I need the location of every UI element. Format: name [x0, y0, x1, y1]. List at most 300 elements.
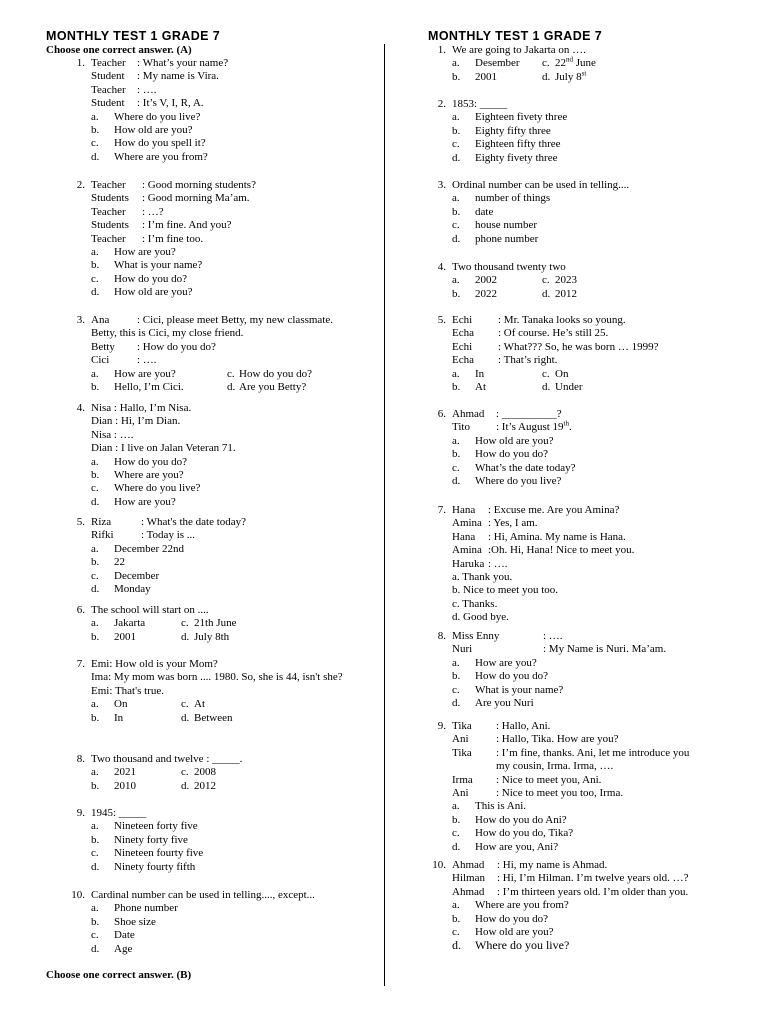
right-question-9 — [437, 720, 690, 854]
option-letter: c. — [91, 569, 99, 582]
option-text: Monday — [114, 582, 151, 595]
option-text: Where do you live? — [114, 482, 201, 495]
option-a[interactable] — [91, 902, 315, 915]
option-a[interactable]: a. — [91, 766, 99, 779]
option-a[interactable] — [91, 820, 198, 833]
left-question-5 — [76, 516, 247, 596]
left-question-9 — [76, 807, 204, 874]
option-d[interactable] — [91, 860, 196, 874]
dialog-text: : It’s V, I, R, A. — [137, 97, 204, 110]
option-letter: d. — [452, 938, 461, 953]
question-number: 1. — [437, 44, 446, 56]
left-question-3 — [76, 314, 334, 394]
dialog-text: : …. — [543, 630, 563, 642]
option-text: Where are you? — [114, 468, 184, 481]
option-c[interactable]: c. — [181, 617, 189, 630]
speaker: Ahmad — [452, 885, 485, 898]
option-d[interactable] — [452, 151, 558, 165]
speaker: Amina — [452, 544, 482, 557]
option-c[interactable] — [91, 482, 236, 495]
option-text: July 8th — [194, 630, 230, 643]
option-text: How are you, Ani? — [475, 840, 559, 853]
option-c[interactable]: c. — [227, 367, 235, 380]
option-b[interactable] — [91, 469, 236, 482]
option-a[interactable] — [91, 111, 228, 124]
speaker: Haruka — [452, 557, 485, 570]
option-c[interactable]: c. Thanks. — [452, 597, 498, 610]
speaker: Student — [91, 97, 125, 110]
option-text: Where are you from? — [114, 150, 208, 163]
option-text: Nineteen forty five — [114, 820, 198, 833]
option-letter: b. — [91, 123, 100, 136]
speaker: Betty — [91, 340, 115, 353]
option-d[interactable] — [91, 496, 236, 509]
dialog-text: : I’m fine, thanks. Ani, let me introduce you — [496, 746, 690, 759]
option-text: Ninety fourty fifth — [114, 860, 196, 873]
question-stem: The school will start on .... — [91, 604, 209, 616]
speaker: Irma — [452, 773, 473, 786]
option-d[interactable]: d. — [227, 380, 236, 393]
option-b[interactable]: b. — [91, 779, 100, 792]
option-letter: d. — [452, 840, 461, 853]
question-number: 2. — [437, 98, 446, 110]
option-text: How are you? — [114, 495, 176, 508]
option-text: How are you? — [114, 367, 176, 380]
option-c[interactable]: c. — [181, 766, 189, 779]
option-d[interactable] — [452, 697, 666, 710]
option-letter: b. — [91, 833, 100, 846]
option-letter: c. — [452, 683, 460, 696]
option-text: What is your name? — [114, 259, 203, 272]
option-letter: c. — [91, 137, 99, 150]
speaker: Teacher — [91, 179, 126, 191]
dialog-text: : My name is Vira. — [137, 70, 219, 83]
dialog-text: : Hi, I’m Hilman. I’m twelve years old. …? — [497, 872, 689, 885]
option-text: 2002 — [475, 274, 497, 287]
option-letter: d. — [452, 151, 461, 164]
option-text: Eighteen fivety three — [475, 111, 568, 124]
speaker: Echa — [452, 327, 474, 340]
dialog-text: : Of course. He’s still 25. — [498, 327, 609, 340]
left-question-10 — [71, 889, 315, 956]
option-letter: a. — [452, 656, 460, 669]
speaker: Tito — [452, 421, 470, 434]
option-text: Where are you from? — [475, 899, 569, 912]
option-b[interactable] — [91, 124, 228, 137]
option-text: How old are you? — [475, 925, 554, 938]
question-number: 7. — [437, 504, 446, 516]
question-number: 7. — [76, 658, 85, 670]
option-letter: b. — [452, 448, 461, 461]
ordinal-suffix: nd — [566, 55, 573, 64]
question-number: 5. — [437, 314, 446, 326]
left-question-4 — [76, 402, 236, 509]
option-letter: a. — [452, 111, 460, 124]
right-question-5 — [437, 314, 659, 394]
question-number: 6. — [76, 604, 85, 616]
dialog-text: : Good morning Ma’am. — [142, 192, 250, 205]
question-stem: 1945: _____ — [91, 807, 147, 819]
option-text: 22 — [114, 556, 125, 569]
dialog-text: : __________? — [496, 408, 562, 420]
dialog-text: : …. — [137, 83, 157, 96]
option-letter: b. — [452, 912, 461, 925]
option-text: Hello, I’m Cici. — [114, 380, 184, 393]
option-d[interactable] — [91, 583, 246, 596]
option-letter: a. — [91, 245, 99, 258]
speaker: Ahmad — [452, 408, 485, 420]
option-c[interactable] — [452, 926, 689, 939]
option-d[interactable]: d. — [181, 779, 190, 792]
option-text: This is Ani. — [475, 800, 527, 813]
option-d[interactable] — [91, 151, 228, 164]
speaker: Nuri — [452, 643, 473, 656]
dialog-text: : Hi, Amina. My name is Hana. — [488, 530, 626, 543]
speaker: Student — [91, 70, 125, 83]
dialog-text: : Mr. Tanaka looks so young. — [498, 314, 626, 326]
option-text: December 22nd — [114, 542, 184, 555]
question-number: 9. — [437, 720, 446, 732]
dialog-text: : What??? So, he was born … 1999? — [498, 340, 659, 353]
option-d[interactable] — [452, 233, 629, 246]
speaker: Tika — [452, 720, 472, 732]
option-letter: d. — [91, 860, 100, 873]
question-number: 10. — [432, 859, 446, 871]
option-d[interactable]: d. Good bye. — [452, 611, 509, 624]
option-letter: d. — [452, 232, 461, 245]
option-c[interactable] — [452, 219, 629, 232]
option-b[interactable] — [452, 448, 572, 461]
option-c[interactable] — [91, 137, 228, 150]
ordinal-suffix: st — [581, 69, 587, 78]
option-d[interactable] — [91, 286, 256, 299]
option-b[interactable] — [91, 916, 315, 929]
option-text: Eighty fifty three — [475, 124, 551, 137]
option-text: Phone number — [114, 902, 178, 915]
option-text: What’s the date today? — [475, 461, 576, 474]
option-letter: c. — [452, 138, 460, 151]
option-c[interactable] — [91, 570, 246, 583]
option-b[interactable]: b. — [91, 380, 100, 393]
option-text: How do you do? — [475, 448, 549, 461]
dialog-text: my cousin, Irma. Irma, …. — [496, 760, 614, 773]
option-text: Eighteen fifty three — [475, 138, 561, 151]
option-text: In — [475, 367, 485, 380]
left-question-1 — [76, 57, 229, 164]
option-a[interactable] — [452, 800, 689, 813]
dialog-text: : It’s August 19 — [496, 421, 564, 434]
option-letter: b. — [91, 468, 100, 481]
question-number: 10. — [71, 889, 85, 901]
option-text: 2008 — [194, 766, 216, 779]
option-text: house number — [475, 219, 538, 232]
dialog-text: : What's the date today? — [141, 516, 247, 528]
option-letter: c. — [452, 219, 460, 232]
option-b[interactable] — [452, 206, 629, 219]
right-question-6 — [437, 408, 576, 488]
speaker: Rifki — [91, 529, 114, 542]
dialog-line: Dian : Hi, I’m Dian. — [91, 415, 181, 428]
question-number: 9. — [76, 807, 85, 819]
right-question-1 — [437, 44, 596, 84]
question-number: 3. — [437, 179, 446, 191]
option-text: 2012 — [194, 779, 216, 792]
option-text: How are you? — [475, 656, 537, 669]
option-b[interactable]: b. — [91, 711, 100, 724]
dialog-line: Nisa : Hallo, I’m Nisa. — [91, 402, 192, 414]
option-d[interactable] — [452, 475, 572, 488]
dialog-text: : …. — [137, 354, 157, 367]
option-text: In — [114, 711, 124, 724]
option-text: 2001 — [114, 630, 136, 643]
option-text: How do you do? — [475, 912, 549, 925]
option-letter: d. — [91, 942, 100, 955]
question-stem: Ordinal number can be used in telling.... — [452, 179, 630, 191]
option-text: What is your name? — [475, 683, 564, 696]
option-text: How do you do? — [239, 367, 313, 380]
option-letter: c. — [91, 929, 99, 942]
option-a[interactable] — [91, 456, 236, 469]
right-question-8 — [437, 630, 667, 710]
dialog-text: : I’m thirteen years old. I’m older than you. — [497, 885, 689, 898]
option-text: Nineteen fourty five — [114, 847, 204, 860]
speaker: Amina — [452, 517, 482, 530]
speaker: Teacher — [91, 205, 126, 218]
option-text: Where do you live? — [114, 110, 201, 123]
option-b[interactable] — [452, 124, 551, 138]
option-d[interactable]: d. — [181, 630, 190, 643]
option-text: 2022 — [475, 287, 497, 300]
option-text: How old are you? — [114, 123, 193, 136]
option-d[interactable] — [452, 841, 689, 854]
option-letter: d. — [91, 495, 100, 508]
option-letter: b. — [91, 259, 100, 272]
dialog-text: : How do you do? — [137, 340, 216, 353]
option-text: How do you do? — [114, 272, 188, 285]
option-text: How do you do? — [114, 455, 188, 468]
option-c[interactable]: c. — [542, 274, 550, 287]
option-a[interactable] — [91, 543, 246, 556]
right-question-7 — [437, 504, 635, 625]
option-b[interactable] — [452, 913, 689, 926]
left-question-2 — [76, 179, 256, 300]
option-a[interactable] — [452, 435, 572, 448]
speaker: Ani — [452, 786, 469, 799]
right-question-10 — [432, 859, 689, 953]
option-c[interactable]: c. — [542, 367, 550, 380]
option-c[interactable] — [452, 138, 561, 151]
option-b[interactable] — [91, 556, 246, 569]
dialog-text: : My Name is Nuri. Ma’am. — [543, 643, 667, 656]
option-a[interactable]: a. — [91, 367, 99, 380]
question-stem: 1853: _____ — [452, 98, 508, 110]
option-b[interactable] — [91, 259, 256, 272]
option-c[interactable] — [452, 684, 666, 697]
option-c[interactable] — [91, 847, 204, 860]
option-text: 2010 — [114, 779, 136, 792]
option-letter: b. — [452, 124, 461, 137]
dialog-line: Emi: How old is your Mom? — [91, 658, 218, 670]
option-text: Under — [555, 380, 583, 393]
option-text: How do you do, Tika? — [475, 827, 574, 840]
option-b[interactable] — [91, 833, 188, 847]
question-number: 8. — [437, 630, 446, 642]
option-letter: a. — [91, 110, 99, 123]
option-b[interactable] — [452, 670, 666, 683]
question-number: 5. — [76, 516, 85, 528]
dialog-text: : Hi, my name is Ahmad. — [497, 859, 608, 871]
option-text: How old are you? — [114, 286, 193, 299]
right-title: MONTHLY TEST 1 GRADE 7 — [428, 29, 603, 43]
dialog-line: Emi: That's true. — [91, 684, 164, 697]
option-d[interactable]: d. — [542, 287, 551, 300]
option-c[interactable]: c. — [542, 57, 550, 70]
option-text: 21th June — [194, 617, 237, 630]
option-c[interactable]: c. — [181, 698, 189, 711]
question-stem: We are going to Jakarta on …. — [452, 44, 586, 56]
option-d[interactable]: d. — [181, 711, 190, 724]
question-stem: Cardinal number can be used in telling...., except... — [91, 889, 315, 901]
right-question-2 — [437, 98, 568, 165]
dialog-text: :Oh. Hi, Hana! Nice to meet you. — [488, 544, 635, 557]
speaker: Students — [91, 219, 129, 232]
option-a[interactable]: a. — [91, 698, 99, 711]
speaker: Tika — [452, 746, 472, 759]
option-letter: c. — [452, 925, 460, 938]
option-c[interactable] — [452, 461, 576, 475]
option-text: 2023 — [555, 274, 577, 287]
dialog-text: : What’s your name? — [137, 57, 229, 69]
option-text: Are you Nuri — [475, 696, 534, 709]
dialog-text: : Cici, please meet Betty, my new classmate. — [137, 314, 334, 326]
option-a[interactable] — [452, 111, 568, 124]
dialog-text: : Hallo, Tika. How are you? — [496, 733, 619, 746]
speaker: Ahmad — [452, 859, 485, 871]
option-letter: b. — [452, 670, 461, 683]
option-a[interactable]: a. — [452, 57, 460, 70]
option-c[interactable] — [91, 273, 256, 286]
option-text: July 8 — [555, 70, 582, 83]
option-letter: c. — [91, 272, 99, 285]
option-a[interactable]: a. Thank you. — [452, 570, 513, 583]
option-a[interactable] — [452, 657, 666, 670]
option-b[interactable]: b. — [452, 380, 461, 393]
option-b[interactable] — [452, 814, 689, 827]
instruction-b: Choose one correct answer. (B) — [46, 969, 192, 981]
dialog-line: Ima: My mom was born .... 1980. So, she is 44, isn't she? — [91, 671, 343, 684]
speaker: Riza — [91, 516, 112, 528]
option-a[interactable] — [91, 246, 256, 259]
option-letter: c. — [452, 461, 460, 474]
question-number: 4. — [76, 402, 85, 414]
option-text: June — [573, 57, 596, 70]
option-d[interactable] — [452, 939, 689, 952]
option-text: December — [114, 569, 160, 582]
speaker: Cici — [91, 354, 110, 367]
option-letter: c. — [91, 847, 99, 860]
option-text: date — [475, 205, 494, 218]
option-text: How do you do Ani? — [475, 813, 567, 826]
option-letter: a. — [452, 192, 460, 205]
option-d[interactable]: d. — [542, 380, 551, 393]
option-text: At — [475, 380, 486, 393]
option-text: At — [194, 698, 205, 711]
speaker: Ani — [452, 733, 469, 746]
option-text: Between — [194, 711, 233, 724]
option-a[interactable]: a. — [91, 617, 99, 630]
speaker: Teacher — [91, 57, 126, 69]
option-letter: a. — [452, 899, 460, 912]
dialog-line: Dian : I live on Jalan Veteran 71. — [91, 442, 236, 455]
option-text: 2001 — [475, 70, 497, 83]
option-text: Where do you live? — [475, 474, 562, 487]
option-text: Jakarta — [114, 617, 146, 630]
option-text: On — [555, 367, 569, 380]
speaker: Students — [91, 192, 129, 205]
option-letter: a. — [91, 902, 99, 915]
option-text: Are you Betty? — [239, 380, 307, 393]
option-b[interactable]: b. — [452, 287, 461, 300]
option-text: How old are you? — [475, 434, 554, 447]
dialog-text: : Excuse me. Are you Amina? — [488, 504, 620, 516]
option-letter: d. — [91, 582, 100, 595]
option-letter: c. — [91, 482, 99, 495]
option-a[interactable] — [452, 899, 689, 912]
option-letter: a. — [91, 820, 99, 833]
option-d[interactable] — [91, 943, 315, 956]
option-b[interactable]: b. — [91, 630, 100, 643]
option-letter: b. — [452, 205, 461, 218]
option-text: 2021 — [114, 766, 136, 779]
question-stem: Two thousand and twelve : _____. — [91, 753, 243, 765]
option-text: Age — [114, 942, 133, 955]
option-c[interactable] — [91, 929, 315, 942]
option-text: Ninety forty five — [114, 833, 188, 846]
option-text: Date — [114, 929, 135, 942]
option-letter: a. — [452, 434, 460, 447]
option-b[interactable]: b. Nice to meet you too. — [452, 584, 559, 597]
option-letter: b. — [91, 915, 100, 928]
speaker: Ana — [91, 314, 110, 326]
speaker: Teacher — [91, 83, 126, 96]
option-a[interactable] — [452, 192, 629, 205]
dialog-text: : Yes, I am. — [488, 517, 538, 530]
left-question-8 — [76, 753, 243, 793]
option-b[interactable]: b. — [452, 70, 461, 83]
option-text: 22 — [555, 57, 566, 70]
option-a[interactable]: a. — [452, 274, 460, 287]
option-text: phone number — [475, 232, 539, 245]
option-letter: d. — [452, 474, 461, 487]
option-a[interactable]: a. — [452, 367, 460, 380]
option-letter: a. — [91, 542, 99, 555]
option-letter: a. — [91, 455, 99, 468]
question-number: 3. — [76, 314, 85, 326]
option-text: 2012 — [555, 287, 577, 300]
question-number: 6. — [437, 408, 446, 420]
dialog-text: : …. — [488, 557, 508, 570]
question-number: 1. — [76, 57, 85, 69]
left-question-6 — [76, 604, 237, 644]
dialog-line: Nisa : …. — [91, 428, 134, 441]
dialog-text: : I’m fine. And you? — [142, 219, 232, 232]
option-d[interactable]: d. — [542, 70, 551, 83]
dialog-text: Betty, this is Cici, my close friend. — [91, 327, 244, 340]
speaker: Echi — [452, 314, 473, 326]
option-c[interactable] — [452, 827, 689, 840]
question-number: 2. — [76, 179, 85, 191]
dialog-text: : Nice to meet you too, Irma. — [496, 786, 624, 799]
